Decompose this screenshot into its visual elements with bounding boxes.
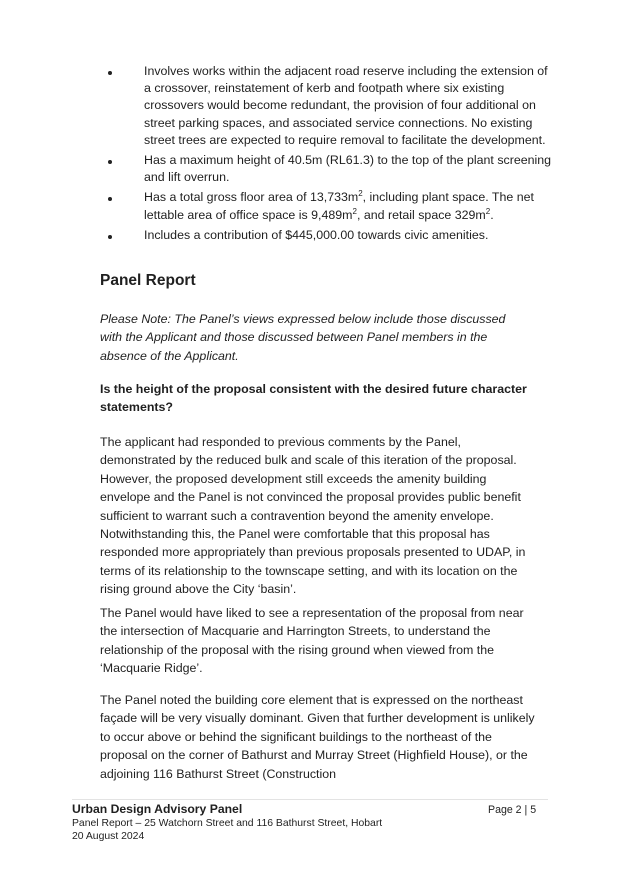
bullet-list bbox=[100, 63, 552, 247]
bullet-dot-icon bbox=[108, 160, 112, 164]
superscript: 2 bbox=[352, 206, 357, 216]
bullet-text: Has a maximum height of 40.5m (RL61.3) to the top of the plant screening and lift overrun. bbox=[144, 153, 552, 185]
question-heading: Is the height of the proposal consistent with the desired future character statements? bbox=[100, 382, 527, 415]
bullet-dot-icon bbox=[108, 197, 112, 201]
bullet-item-floor-area bbox=[144, 189, 552, 223]
body-paragraph: The Panel noted the building core element that is expressed on the northeast façade will be very visually dominant. Given that further development is unlikely to occur above or behind the significant buildings to the northeast of the proposal on the corner of Bathurst and Murray Street (Highfield House), or the adjoining 116 Bathurst Street (Construction bbox=[100, 693, 535, 781]
bullet-text: Involves works within the adjacent road reserve including the extension of a crossover, reinstatement of kerb and footpath where six existing crossovers would become redundant, the provision of four additional on street parking spaces, and associated service connections. No existing street trees are expected to require removal to facilitate the development. bbox=[144, 64, 548, 147]
footer-title: Urban Design Advisory Panel bbox=[72, 802, 243, 816]
body-paragraph: The Panel would have liked to see a representation of the proposal from near the intersection of Macquarie and Harrington Streets, to understand the relationship of the proposal with the rising ground when viewed from the ‘Macquarie Ridge’. bbox=[100, 606, 524, 676]
bullet-item-contribution bbox=[144, 227, 552, 244]
superscript: 2 bbox=[358, 189, 363, 199]
bullet-text-part: , and retail space 329m bbox=[356, 207, 486, 222]
superscript: 2 bbox=[485, 206, 491, 216]
bullet-item-height bbox=[144, 152, 552, 186]
bullet-text: Includes a contribution of $445,000.00 towards civic amenities. bbox=[144, 227, 489, 242]
bullet-text-part: . bbox=[490, 207, 494, 222]
footer-divider bbox=[72, 799, 548, 800]
section-heading: Panel Report bbox=[100, 272, 196, 289]
bullet-item-road-reserve bbox=[144, 63, 552, 149]
bullet-dot-icon bbox=[108, 235, 112, 239]
note-paragraph: Please Note: The Panel’s views expressed below include those discussed with the Applicant and those discussed between Panel members in the absence of the Applicant. bbox=[100, 312, 506, 363]
bullet-text-part: , including plant space. The net lettable area of office space is 9,489m bbox=[144, 190, 534, 222]
footer-subtitle: Panel Report – 25 Watchorn Street and 116 Bathurst Street, Hobart bbox=[72, 818, 383, 829]
footer-date: 20 August 2024 bbox=[72, 831, 145, 842]
bullet-text-part: Has a total gross floor area of 13,733m bbox=[144, 190, 359, 205]
body-paragraph: The applicant had responded to previous comments by the Panel, demonstrated by the reduced bulk and scale of this iteration of the proposal. However, the proposed development still exceeds the amenity building envelope and the Panel is not convinced the proposal provides public benefit sufficient to warrant such a contravention beyond the amenity envelope. Notwithstanding this, the Panel were comfortable that this proposal has responded more appropriately than previous proposals presented to UDAP, in terms of its relationship to the townscape setting, and with its location on the rising ground above the City ‘basin’. bbox=[100, 435, 526, 597]
bullet-dot-icon bbox=[108, 71, 112, 75]
page-number: Page 2 | 5 bbox=[488, 804, 537, 816]
